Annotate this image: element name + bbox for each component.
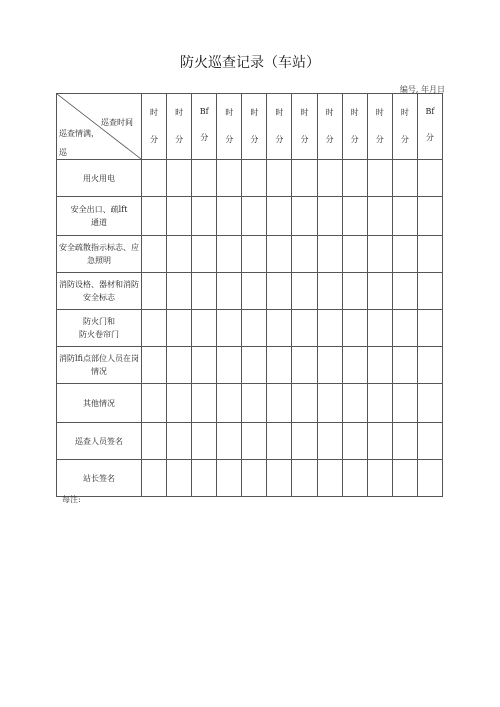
entry-cell[interactable] [317,197,342,236]
entry-cell[interactable] [367,273,392,310]
entry-cell[interactable] [167,310,192,347]
entry-cell[interactable] [267,310,292,347]
minute-label: 分 [225,135,234,144]
entry-cell[interactable] [142,347,167,384]
entry-cell[interactable] [317,460,342,497]
entry-cell[interactable] [317,310,342,347]
entry-cell[interactable] [217,384,242,423]
check-item-row [57,197,443,236]
entry-cell[interactable] [342,460,367,497]
entry-cell[interactable] [317,160,342,197]
check-item-row [57,236,443,273]
entry-cell[interactable] [167,197,192,236]
entry-cell[interactable] [192,160,217,197]
entry-cell[interactable] [342,384,367,423]
check-item-label: 其他情况 [57,384,142,423]
entry-cell[interactable] [267,236,292,273]
entry-cell[interactable] [342,236,367,273]
entry-cell[interactable] [167,423,192,460]
entry-cell[interactable] [192,236,217,273]
check-item-row [57,423,443,460]
entry-cell[interactable] [317,347,342,384]
entry-cell[interactable] [242,273,267,310]
entry-cell[interactable] [167,384,192,423]
entry-cell[interactable] [367,423,392,460]
entry-cell[interactable] [292,423,317,460]
hour-label: 时 [175,108,184,117]
entry-cell[interactable] [292,347,317,384]
time-slot-header [142,94,167,160]
minute-label: 分 [150,135,159,144]
entry-cell[interactable] [192,347,217,384]
check-item-label: 消防lfi点部位人员在岗 情况 [57,347,142,384]
hour-label: 时 [250,108,259,117]
entry-cell[interactable] [217,197,242,236]
entry-cell[interactable] [417,273,442,310]
entry-cell[interactable] [242,310,267,347]
check-item-row [57,384,443,423]
check-item-row [57,460,443,497]
hour-label: 时 [375,108,384,117]
time-slot-header [342,94,367,160]
entry-cell[interactable] [367,347,392,384]
entry-cell[interactable] [242,160,267,197]
entry-cell[interactable] [342,273,367,310]
entry-cell[interactable] [167,160,192,197]
patrol-record-table [56,93,443,497]
entry-cell[interactable] [267,273,292,310]
entry-cell[interactable] [367,310,392,347]
entry-cell[interactable] [392,384,417,423]
entry-cell[interactable] [167,347,192,384]
entry-cell[interactable] [417,460,442,497]
time-slot-header [417,94,442,160]
minute-label: 分 [250,135,259,144]
time-slot-header [292,94,317,160]
entry-cell[interactable] [142,310,167,347]
entry-cell[interactable] [242,236,267,273]
entry-cell[interactable] [267,384,292,423]
entry-cell[interactable] [142,236,167,273]
hour-label: 时 [150,108,159,117]
entry-cell[interactable] [392,236,417,273]
entry-cell[interactable] [192,384,217,423]
check-item-label: 消防设格、器材和消防 安全标志 [57,273,142,310]
check-item-label: 巡查人员签名 [57,423,142,460]
document-title: 防火巡查记录（车站） [180,55,320,71]
entry-cell[interactable] [292,384,317,423]
entry-cell[interactable] [417,384,442,423]
entry-cell[interactable] [192,460,217,497]
entry-cell[interactable] [342,160,367,197]
entry-cell[interactable] [217,423,242,460]
time-slot-header [317,94,342,160]
check-item-row [57,310,443,347]
corner-label-time: 巡查时间 [101,118,133,127]
entry-cell[interactable] [192,197,217,236]
entry-cell[interactable] [392,197,417,236]
check-item-label: 安全出口、疏lft 通道 [57,197,142,236]
entry-cell[interactable] [267,160,292,197]
remark-label: 每注: [62,495,81,504]
diagonal-header-cell [57,94,142,160]
time-slot-header [192,94,217,160]
entry-cell[interactable] [267,423,292,460]
entry-cell[interactable] [142,160,167,197]
entry-cell[interactable] [217,310,242,347]
minute-label: 分 [325,135,334,144]
entry-cell[interactable] [317,273,342,310]
entry-cell[interactable] [342,423,367,460]
entry-cell[interactable] [217,273,242,310]
record-meta: 编号, 年月日 [399,85,445,94]
entry-cell[interactable] [367,384,392,423]
time-slot-header [367,94,392,160]
time-slot-header [267,94,292,160]
check-item-row [57,347,443,384]
entry-cell[interactable] [417,347,442,384]
entry-cell[interactable] [417,310,442,347]
header-row [57,94,443,160]
entry-cell[interactable] [192,423,217,460]
entry-cell[interactable] [167,236,192,273]
entry-cell[interactable] [392,273,417,310]
entry-cell[interactable] [417,160,442,197]
entry-cell[interactable] [317,423,342,460]
entry-cell[interactable] [417,197,442,236]
entry-cell[interactable] [142,273,167,310]
entry-cell[interactable] [142,384,167,423]
entry-cell[interactable] [142,423,167,460]
entry-cell[interactable] [167,460,192,497]
hour-label: 时 [325,108,334,117]
minute-label: 分 [375,135,384,144]
entry-cell[interactable] [292,197,317,236]
entry-cell[interactable] [267,347,292,384]
check-item-row [57,160,443,197]
entry-cell[interactable] [342,310,367,347]
entry-cell[interactable] [317,236,342,273]
entry-cell[interactable] [167,273,192,310]
entry-cell[interactable] [292,460,317,497]
entry-cell[interactable] [417,236,442,273]
entry-cell[interactable] [367,460,392,497]
check-item-label: 用火用电 [57,160,142,197]
entry-cell[interactable] [417,423,442,460]
entry-cell[interactable] [242,384,267,423]
entry-cell[interactable] [142,197,167,236]
check-item-label: 安全疏散指示标志、应 急照明 [57,236,142,273]
check-item-row [57,273,443,310]
hour-label: 时 [350,108,359,117]
hour-label: 时 [400,108,409,117]
entry-cell[interactable] [367,197,392,236]
hour-label: 时 [275,108,284,117]
entry-cell[interactable] [292,310,317,347]
hour-label: Bf [425,107,435,116]
entry-cell[interactable] [392,310,417,347]
hour-label: 时 [300,108,309,117]
entry-cell[interactable] [392,460,417,497]
entry-cell[interactable] [242,423,267,460]
entry-cell[interactable] [217,460,242,497]
time-slot-header [242,94,267,160]
entry-cell[interactable] [392,423,417,460]
entry-cell[interactable] [217,160,242,197]
entry-cell[interactable] [342,197,367,236]
entry-cell[interactable] [367,160,392,197]
minute-label: 分 [300,135,309,144]
entry-cell[interactable] [242,197,267,236]
hour-label: 时 [225,108,234,117]
entry-cell[interactable] [367,236,392,273]
entry-cell[interactable] [342,347,367,384]
entry-cell[interactable] [142,460,167,497]
entry-cell[interactable] [217,347,242,384]
entry-cell[interactable] [292,273,317,310]
time-slot-header [217,94,242,160]
entry-cell[interactable] [392,347,417,384]
hour-label: Bf [199,107,209,116]
entry-cell[interactable] [392,160,417,197]
time-slot-header [392,94,417,160]
entry-cell[interactable] [192,310,217,347]
entry-cell[interactable] [192,273,217,310]
entry-cell[interactable] [242,460,267,497]
minute-label: 分 [275,135,284,144]
minute-label: 分 [400,135,409,144]
minute-label: 分 [175,135,184,144]
minute-label: 分 [425,133,434,142]
time-slot-header [167,94,192,160]
entry-cell[interactable] [267,460,292,497]
entry-cell[interactable] [217,236,242,273]
check-item-label: 防火门和 防火卷帘门 [57,310,142,347]
entry-cell[interactable] [292,236,317,273]
entry-cell[interactable] [292,160,317,197]
entry-cell[interactable] [317,384,342,423]
corner-label-status-2: 巡 [59,148,67,157]
minute-label: 分 [200,133,209,142]
entry-cell[interactable] [242,347,267,384]
corner-label-status: 巡查情满， [59,129,99,138]
minute-label: 分 [350,135,359,144]
check-item-label: 站长签名 [57,460,142,497]
entry-cell[interactable] [267,197,292,236]
